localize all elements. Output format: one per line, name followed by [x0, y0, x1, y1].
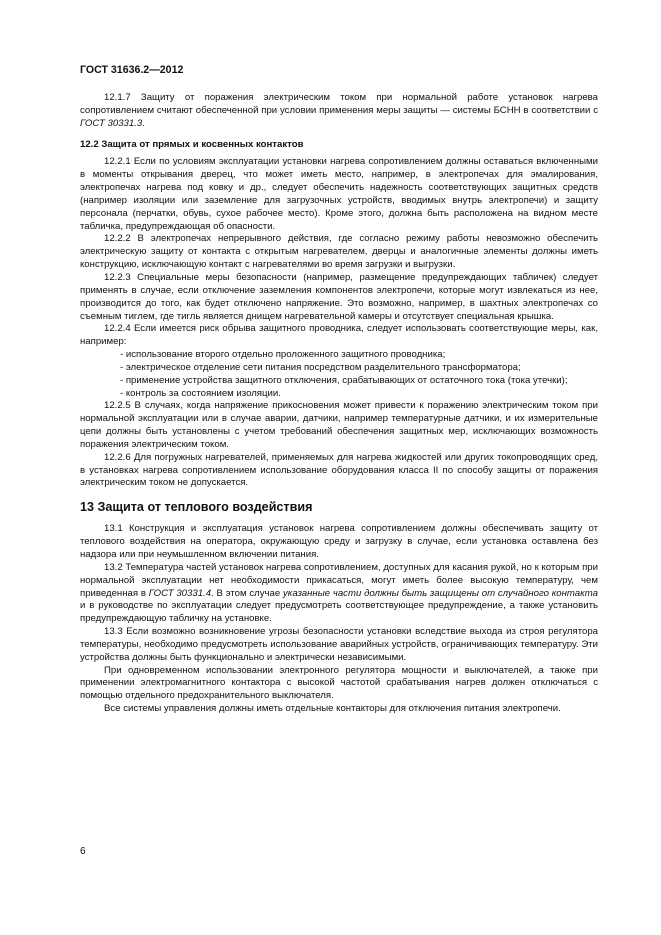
clause-12-1-7: 12.1.7 Защиту от поражения электрическим током при нормальной работе установок нагрева сопротивлением считают обеспеченной при условии применения меры защиты — системы БСНН в соответствии с ГОСТ 30331.3.	[80, 92, 598, 129]
standard-reference: ГОСТ 30331.3	[80, 117, 143, 129]
clause-13-2: 13.2 Температура частей установок нагрева сопротивлением, доступных для касания рукой, но к которым при нормальной эксплуатации нет необходимости прикасаться, могут иметь более высокую температуру, чем приведенная в ГОСТ 30331.4. В этом случае указанные части должны быть защищены от случайного контакта и в руководстве по эксплуатации следует предусмотреть соответствующее предупреждение, а также установить предупреждающую табличку на установке.	[80, 561, 598, 625]
paragraph: При одновременном использовании электронного регулятора мощности и выключателей, а также при применении электромагнитного контактора с высокой частотой срабатывания нагрев должен отключаться с помощью отдельного предохранительного выключателя.	[80, 664, 598, 702]
subsection-title-12-2: 12.2 Защита от прямых и косвенных контактов	[80, 138, 304, 150]
section-title-13: 13 Защита от теплового воздействия	[80, 500, 313, 515]
standard-reference: ГОСТ 30331.4	[148, 587, 212, 599]
clause-12-2-2: 12.2.2 В электропечах непрерывного действия, где согласно режиму работы невозможно обеспечить электрическую защиту от контакта с открытым нагревателем, дверцы и аналогичные элементы должны иметь конструкцию, исключающую контакт с нагревателями во время загрузки и выгрузки.	[80, 233, 598, 271]
document-code-header: ГОСТ 31636.2—2012	[80, 64, 184, 76]
clause-12-2-1: 12.2.1 Если по условиям эксплуатации установки нагрева сопротивлением должны оставаться включенными в моменты открывания дверец, что может иметь место, например, в электропечах для эмалирования, электропечах нагрева под ковку и др., следует обеспечить надежность соответствующих защитных средств (например изоляции или заземление для загрузочных устройств, вводимых внутрь электропечи) и защиту персонала (перчатки, обувь, сухое рабочее место). Кроме этого, должна быть расположена на видном месте табличка, предупреждающая об опасности.	[80, 156, 598, 232]
page-number: 6	[80, 846, 86, 857]
clause-12-2-3: 12.2.3 Специальные меры безопасности (например, размещение предупреждающих табличек) следует применять в случае, если отключение заземления компонентов электропечи, которые могут извлекаться из нее, производится до того, как будет отключено напряжение. Это возможно, например, в шахтных электропечах со съемным тиглем, где тигль является днищем нагревательной камеры и отсутствует специальная крышка.	[80, 271, 598, 322]
list-item: - применение устройства защитного отключения, срабатывающих от остаточного тока (тока утечки);	[120, 374, 568, 386]
clause-12-2-4: 12.2.4 Если имеется риск обрыва защитного проводника, следует использовать соответствующие меры, как, например:	[80, 323, 598, 348]
clause-13-1: 13.1 Конструкция и эксплуатация установок нагрева сопротивлением должны обеспечивать защиту от теплового воздействия на оператора, окружающую среду и загрузку в случае, если установка оставлена без надзора или при неумышленном включении питания.	[80, 523, 598, 560]
clause-13-3: 13.3 Если возможно возникновение угрозы безопасности установки вследствие выхода из строя регулятора температуры, необходимо предусмотреть использование аварийных устройств, ограничивающих температуру. Эти устройства должны быть функционально и электрически независимыми.	[80, 626, 598, 663]
clause-12-2-5: 12.2.5 В случаях, когда напряжение прикосновения может привести к поражению электрическим током при нормальной эксплуатации или в случае аварии, датчики, например температурные датчики, и их измерительные цепи должны быть установлены с учетом требований обеспечения защитных мер, исключающих возможность поражения электрическим током.	[80, 400, 598, 450]
clause-12-2-6: 12.2.6 Для погружных нагревателей, применяемых для нагрева жидкостей или других токопроводящих сред, в установках нагрева сопротивлением использование оборудования класса II по способу защиты от поражения электрическим током не допускается.	[80, 451, 598, 489]
emphasis-text: указанные части должны быть защищены от случайного контакта	[283, 587, 598, 599]
paragraph: Все системы управления должны иметь отдельные контакторы для отключения питания электропечи.	[104, 703, 561, 715]
list-item: - контроль за состоянием изоляции.	[120, 387, 281, 399]
document-body	[80, 92, 598, 716]
list-item: - использование второго отдельно проложенного защитного проводника;	[120, 349, 446, 361]
list-item: - электрическое отделение сети питания посредством разделительного трансформатора;	[120, 361, 521, 373]
